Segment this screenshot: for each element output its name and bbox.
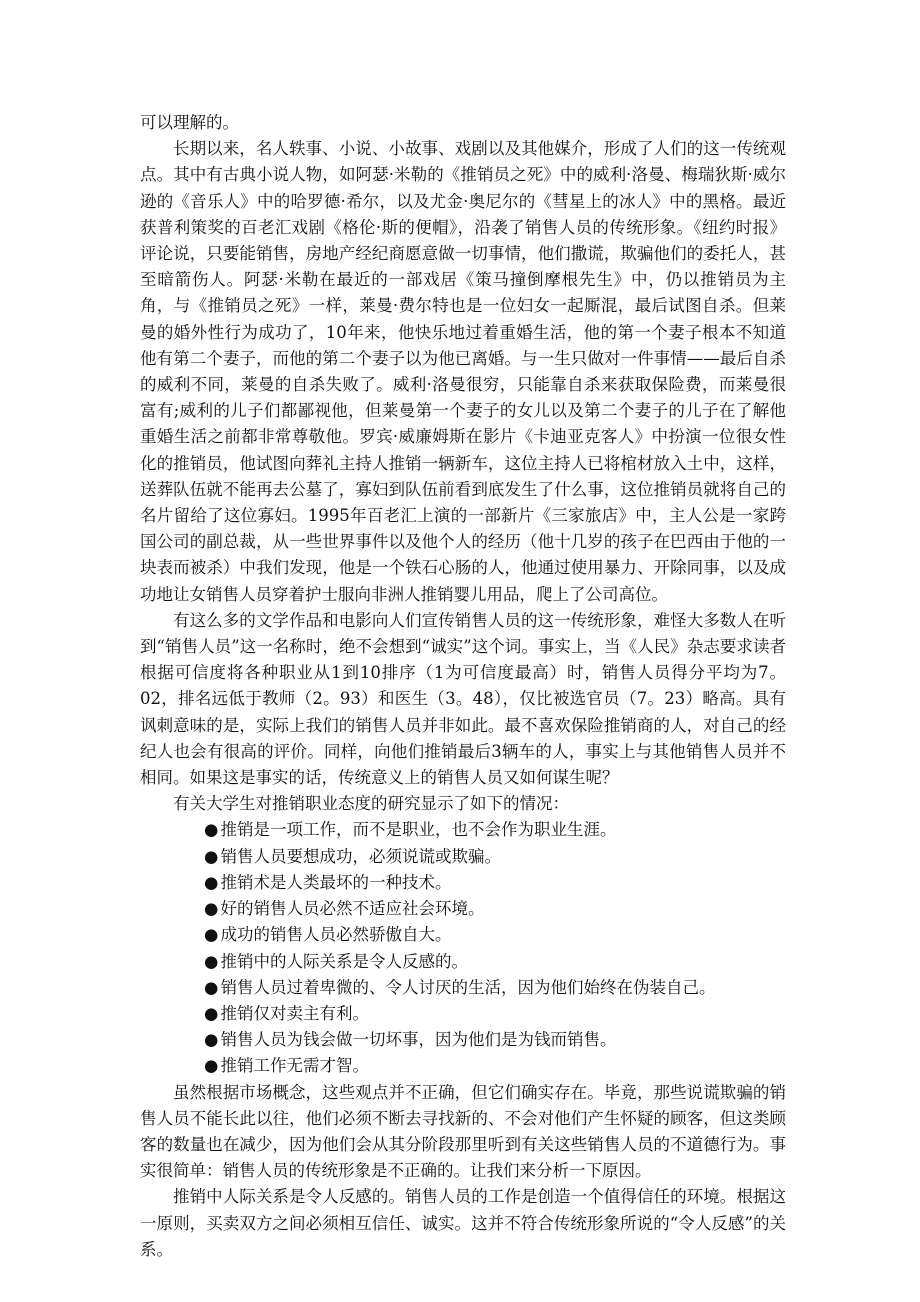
paragraph-student-survey-intro: 有关大学生对推销职业态度的研究显示了如下的情况： bbox=[173, 794, 569, 814]
bullet-dot-icon: ● bbox=[204, 977, 219, 997]
list-item-text: 销售人员为钱会做一切坏事，因为他们是为钱而销售。 bbox=[220, 1030, 617, 1050]
list-item bbox=[204, 922, 786, 948]
paragraph-literary-examples: 长期以来，名人轶事、小说、小故事、戏剧以及其他媒介，形成了人们的这一传统观点。其中有古典小说人物，如阿瑟·米勒的《推销员之死》中的威利·洛曼、梅瑞狄斯·威尔逊的《音乐人》中的哈罗德·希尔，以及尤金·奥尼尔的《彗星上的冰人》中的黑格。最近获普利策奖的百老汇戏剧《格伦·斯的便帽》，沿袭了销售人员的传统形象。《纽约时报》评论说，只要能销售，房地产经纪商愿意做一切事情，他们撒谎，欺骗他们的委托人，甚至暗箭伤人。阿瑟·米勒在最近的一部戏居《策马撞倒摩根先生》中，仍以推销员为主角，与《推销员之死》一样，莱曼·费尔特也是一位妇女一起厮混，最后试图自杀。但莱曼的婚外性行为成功了，10年来，他快乐地过着重婚生活，他的第一个妻子根本不知道他有第二个妻子，而他的第二个妻子以为他已离婚。与一生只做对一件事情——最后自杀的威利不同，莱曼的自杀失败了。威利·洛曼很穷，只能靠自杀来获取保险费，而莱曼很富有;威利的儿子们都鄙视他，但莱曼第一个妻子的女儿以及第二个妻子的儿子在了解他重婚生活之前都非常尊敬他。罗宾·威廉姆斯在影片《卡迪亚克客人》中扮演一位很女性化的推销员，他试图向葬礼主持人推销一辆新车，这位主持人已将棺材放入土中，这样，送葬队伍就不能再去公墓了，寡妇到队伍前看到底发生了什么事，这位推销员就将自己的名片留给了这位寡妇。1995年百老汇上演的一部新片《三家旅店》中，主人公是一家跨国公司的副总裁，从一些世界事件以及他个人的经历（他十几岁的孩子在巴西由于他的一块表而被杀）中我们发现，他是一个铁石心肠的人，他通过使用暴力、开除同事，以及成功地让女销售人员穿着护士服向非洲人推销婴儿用品，爬上了公司高位。 bbox=[140, 139, 786, 604]
list-item-text: 销售人员要想成功，必须说谎或欺骗。 bbox=[220, 846, 501, 866]
list-item-text: 推销工作无需才智。 bbox=[220, 1056, 369, 1076]
list-item-text: 推销术是人类最坏的一种技术。 bbox=[220, 872, 452, 892]
list-item-text: 好的销售人员必然不适应社会环境。 bbox=[220, 899, 485, 919]
paragraph-market-concept: 虽然根据市场概念，这些观点并不正确，但它们确实存在。毕竟，那些说谎欺骗的销售人员不能长此以往，他们必须不断去寻找新的、不会对他们产生怀疑的顾客，但这类顾客的数量也在减少，因为他们会从其分阶段那里听到有关这些销售人员的不道德行为。事实很简单：销售人员的传统形象是不正确的。让我们来分析一下原因。 bbox=[140, 1082, 786, 1181]
list-item bbox=[204, 949, 786, 975]
list-item-text: 推销是一项工作，而不是职业，也不会作为职业生涯。 bbox=[220, 820, 617, 840]
list-item bbox=[204, 1027, 786, 1053]
bullet-dot-icon: ● bbox=[204, 872, 219, 892]
list-item-text: 推销中的人际关系是令人反感的。 bbox=[220, 951, 468, 971]
list-item bbox=[204, 844, 786, 870]
bullet-dot-icon: ● bbox=[204, 820, 219, 840]
list-item bbox=[204, 817, 786, 843]
list-item bbox=[204, 870, 786, 896]
bullet-dot-icon: ● bbox=[204, 899, 219, 919]
list-item bbox=[204, 1053, 786, 1079]
bullet-dot-icon: ● bbox=[204, 846, 219, 866]
paragraph-interpersonal-relations: 推销中人际关系是令人反感的。销售人员的工作是创造一个值得信任的环境。根据这一原则，买卖双方之间必须相互信任、诚实。这并不符合传统形象所说的“令人反感”的关系。 bbox=[140, 1187, 786, 1259]
bullet-dot-icon: ● bbox=[204, 1030, 219, 1050]
bullet-dot-icon: ● bbox=[204, 1003, 219, 1023]
bullet-dot-icon: ● bbox=[204, 951, 219, 971]
list-item-text: 推销仅对卖主有利。 bbox=[220, 1003, 369, 1023]
bullet-dot-icon: ● bbox=[204, 925, 219, 945]
list-item bbox=[204, 975, 786, 1001]
list-item-text: 成功的销售人员必然骄傲自大。 bbox=[220, 925, 452, 945]
list-item bbox=[204, 1001, 786, 1027]
paragraph-continuation: 可以理解的。 bbox=[140, 113, 239, 132]
list-item-text: 销售人员过着卑微的、令人讨厌的生活，因为他们始终在伪装自己。 bbox=[220, 977, 716, 997]
paragraph-public-perception: 有这么多的文学作品和电影向人们宣传销售人员的这一传统形象，难怪大多数人在听到“销售人员”这一名称时，绝不会想到“诚实”这个词。事实上，当《人民》杂志要求读者根据可信度将各种职业从1到10排序（1为可信度最高）时，销售人员得分平均为7。02，排名远低于教师（2。93）和医生（3。48），仅比被选官员（7。23）略高。具有讽刺意味的是，实际上我们的销售人员并非如此。最不喜欢保险推销商的人，对自己的经纪人也会有很高的评价。同样，向他们推销最后3辆车的人，事实上与其他销售人员并不相同。如果这是事实的话，传统意义上的销售人员又如何谋生呢？ bbox=[140, 610, 786, 788]
list-item bbox=[204, 896, 786, 922]
document-page bbox=[140, 110, 786, 1263]
bullet-dot-icon: ● bbox=[204, 1056, 219, 1076]
student-attitudes-list bbox=[140, 817, 786, 1079]
